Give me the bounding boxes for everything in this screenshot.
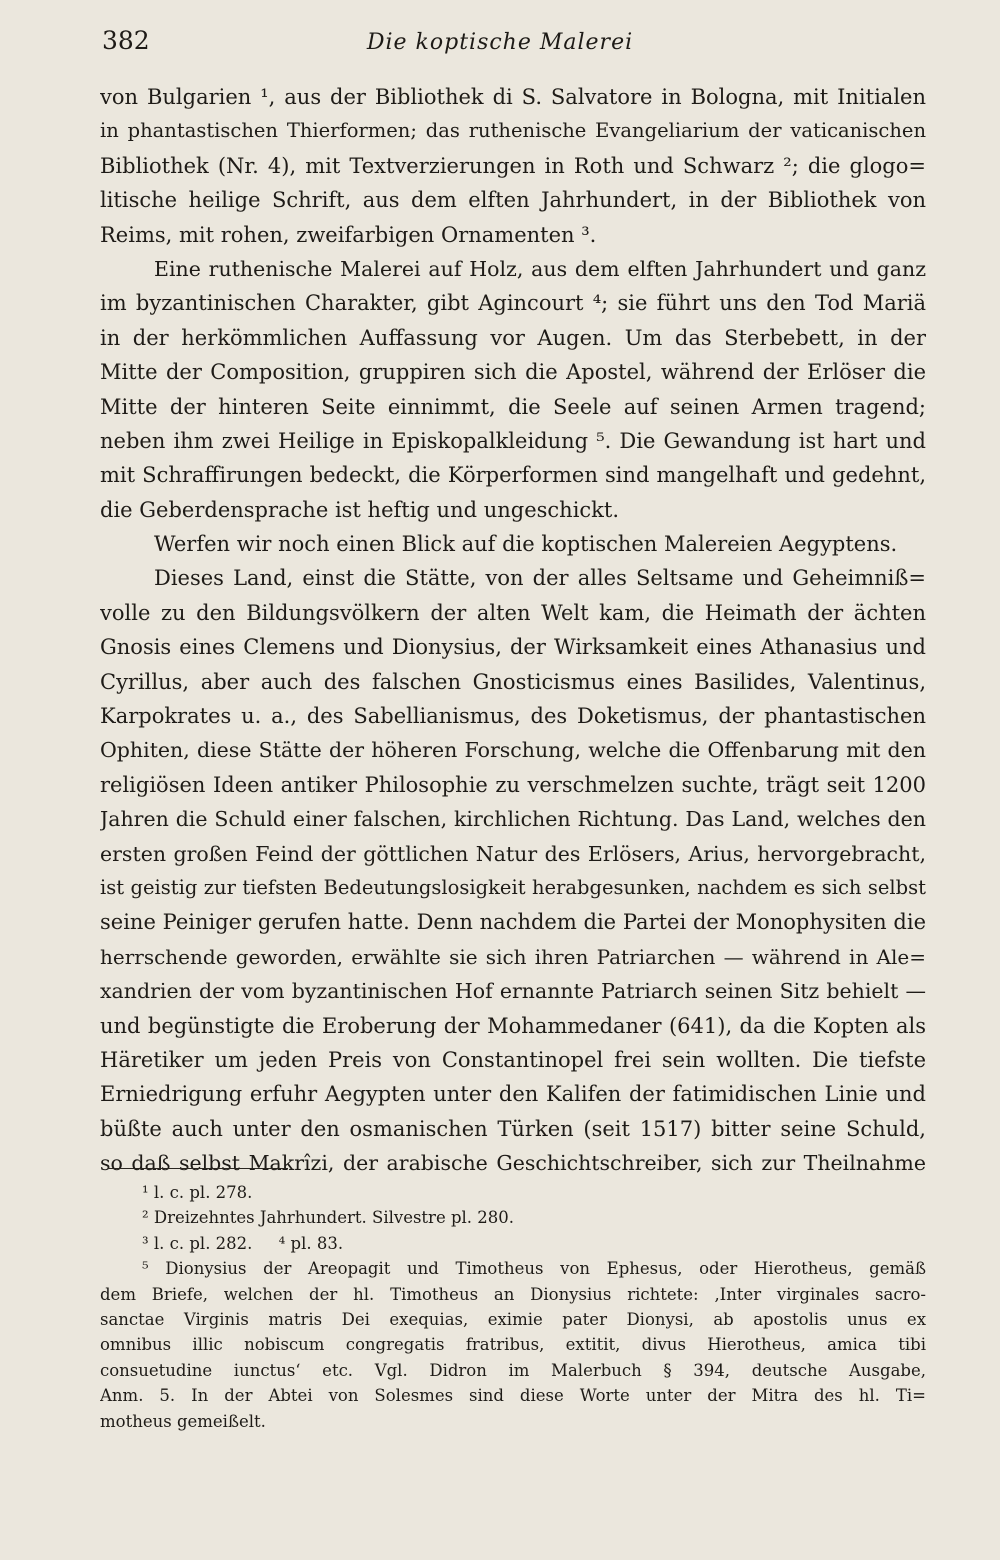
page-number: 382 xyxy=(102,26,150,55)
body-line: ersten großen Feind der göttlichen Natur des Erlösers, Arius, hervorgebracht, xyxy=(100,841,926,866)
body-line: Jahren die Schuld einer falschen, kirchlichen Richtung. Das Land, welches den xyxy=(100,807,926,832)
body-line: mit Schraffirungen bedeckt, die Körperformen sind mangelhaft und gedehnt, xyxy=(100,463,926,488)
body-line: Reims, mit rohen, zweifarbigen Ornamenten ³. xyxy=(100,222,597,247)
body-line: die Geberdensprache ist heftig und ungeschickt. xyxy=(100,497,620,522)
footnote-line: ¹ l. c. pl. 278. xyxy=(142,1183,253,1202)
footnote-line: ³ l. c. pl. 282. ⁴ pl. 83. xyxy=(142,1233,344,1253)
body-line: xandrien der vom byzantinischen Hof ernannte Patriarch seinen Sitz behielt — xyxy=(100,979,926,1004)
body-line: Eine ruthenische Malerei auf Holz, aus dem elften Jahrhundert und ganz xyxy=(154,256,926,281)
footnote-line: dem Briefe, welchen der hl. Timotheus an Dionysius richtete: ‚Inter virginales sacro- xyxy=(100,1284,926,1304)
body-line: seine Peiniger gerufen hatte. Denn nachdem die Partei der Monophysiten die xyxy=(100,910,926,935)
running-title: Die koptische Malerei xyxy=(366,30,634,55)
footnote-divider xyxy=(108,1168,288,1169)
body-line: Bibliothek (Nr. 4), mit Textverzierungen in Roth und Schwarz ²; die glogo= xyxy=(100,153,926,178)
body-line: neben ihm zwei Heilige in Episkopalkleidung ⁵. Die Gewandung ist hart und xyxy=(100,428,926,453)
body-line: im byzantinischen Charakter, gibt Agincourt ⁴; sie führt uns den Tod Mariä xyxy=(100,291,926,316)
body-line: herrschende geworden, erwählte sie sich ihren Patriarchen — während in Ale= xyxy=(100,944,926,969)
footnotes xyxy=(100,1180,926,1434)
footnote-line: consuetudine iunctus‘ etc. Vgl. Didron im Malerbuch § 394, deutsche Ausgabe, xyxy=(100,1360,926,1380)
body-line: litische heilige Schrift, aus dem elften Jahrhundert, in der Bibliothek von xyxy=(100,188,926,213)
footnote-line: ² Dreizehntes Jahrhundert. Silvestre pl. 280. xyxy=(142,1208,515,1228)
body-line: Mitte der hinteren Seite einnimmt, die Seele auf seinen Armen tragend; xyxy=(100,394,926,419)
body-line: von Bulgarien ¹, aus der Bibliothek di S. Salvatore in Bologna, mit Initialen xyxy=(100,85,926,109)
body-line: und begünstigte die Eroberung der Mohammedaner (641), da die Kopten als xyxy=(100,1013,926,1038)
body-line: in phantastischen Thierformen; das ruthenische Evangeliarium der vaticanischen xyxy=(100,119,926,143)
body-line: religiösen Ideen antiker Philosophie zu verschmelzen suchte, trägt seit 1200 xyxy=(100,772,926,797)
footnote-line: ⁵ Dionysius der Areopagit und Timotheus von Ephesus, oder Hierotheus, gemäß xyxy=(142,1259,926,1279)
body-line: volle zu den Bildungsvölkern der alten Welt kam, die Heimath der ächten xyxy=(100,600,926,625)
body-line: in der herkömmlichen Auffassung vor Augen. Um das Sterbebett, in der xyxy=(100,325,926,350)
body-line: büßte auch unter den osmanischen Türken (seit 1517) bitter seine Schuld, xyxy=(100,1116,926,1141)
footnote-line: omnibus illic nobiscum congregatis fratribus, extitit, divus Hierotheus, amica tibi xyxy=(100,1335,926,1355)
body-line: ist geistig zur tiefsten Bedeutungslosigkeit herabgesunken, nachdem es sich selbst xyxy=(100,875,926,899)
body-line: Cyrillus, aber auch des falschen Gnosticismus eines Basilides, Valentinus, xyxy=(100,669,926,694)
body-line: Ophiten, diese Stätte der höheren Forschung, welche die Offenbarung mit den xyxy=(100,738,926,763)
body-line: Werfen wir noch einen Blick auf die koptischen Malereien Aegyptens. xyxy=(154,532,898,557)
body-line: Häretiker um jeden Preis von Constantinopel frei sein wollten. Die tiefste xyxy=(100,1047,926,1072)
body-line: Karpokrates u. a., des Sabellianismus, des Doketismus, der phantastischen xyxy=(100,704,926,729)
body-text xyxy=(100,80,926,1181)
footnote-line: sanctae Virginis matris Dei exequias, eximie pater Dionysi, ab apostolis unus ex xyxy=(100,1309,926,1329)
body-line: so daß selbst Makrîzi, der arabische Geschichtschreiber, sich zur Theilnahme xyxy=(100,1151,926,1176)
body-line: Mitte der Composition, gruppiren sich die Apostel, während der Erlöser die xyxy=(100,360,926,385)
body-line: Erniedrigung erfuhr Aegypten unter den Kalifen der fatimidischen Linie und xyxy=(100,1082,926,1107)
body-line: Gnosis eines Clemens und Dionysius, der Wirksamkeit eines Athanasius und xyxy=(100,635,926,660)
footnote-line: motheus gemeißelt. xyxy=(100,1411,266,1431)
body-line: Dieses Land, einst die Stätte, von der alles Seltsame und Geheimniß= xyxy=(154,566,926,591)
footnote-line: Anm. 5. In der Abtei von Solesmes sind diese Worte unter der Mitra des hl. Ti= xyxy=(100,1386,926,1406)
